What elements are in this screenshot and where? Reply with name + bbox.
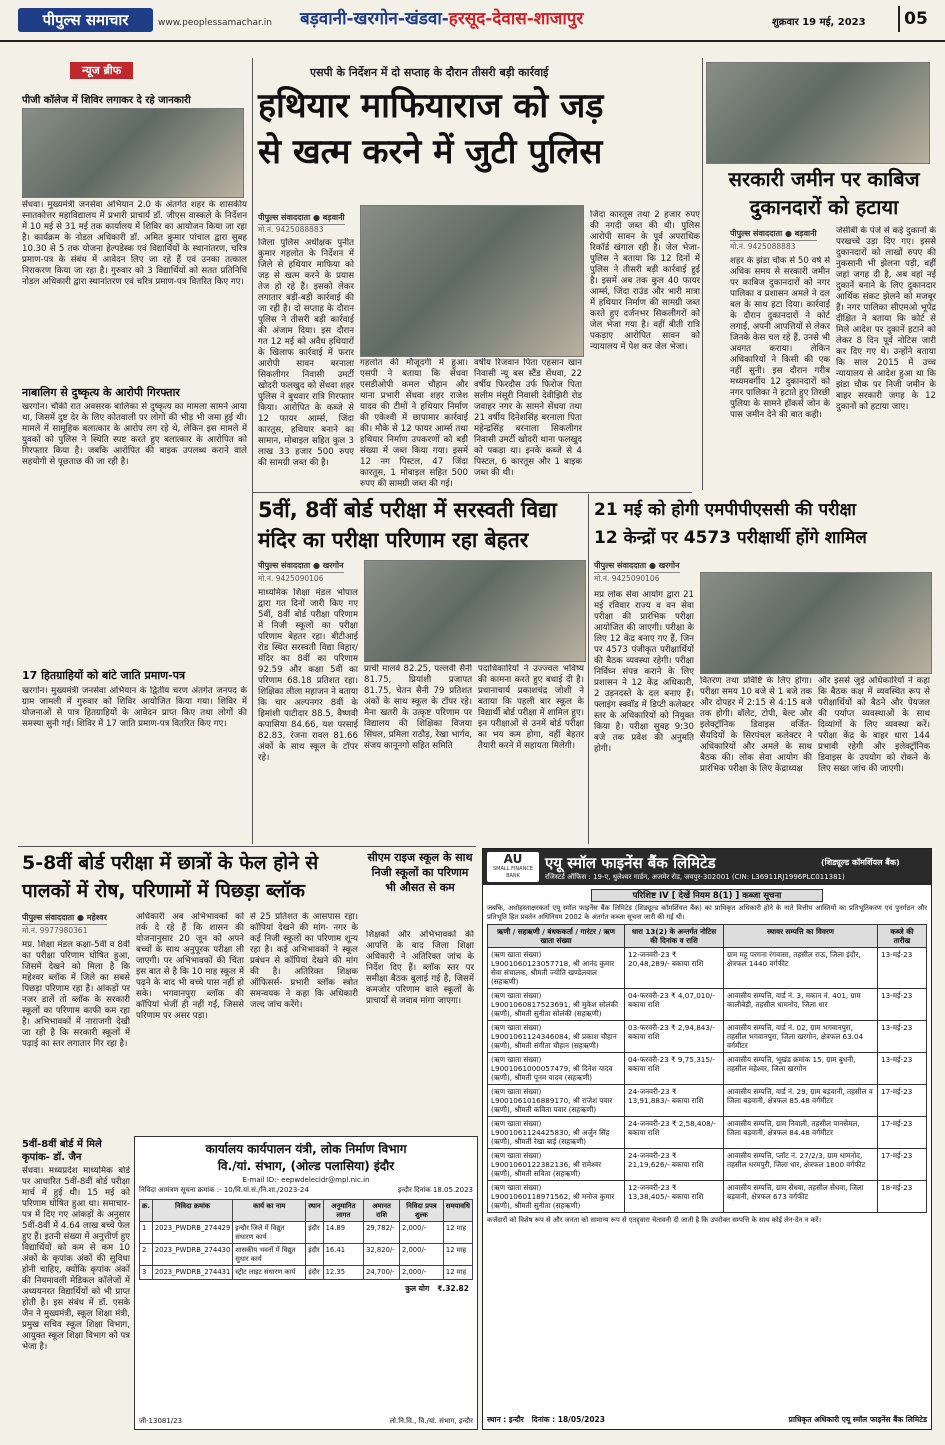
bank-cell: आवासीय सम्पत्ति, ग्राम निवाली, तहसील पानसेमल, जिला बड़वानी, क्षेत्रफल 84.48 वर्गमीटर (724, 1117, 878, 1149)
logo-text: पीपुल्स समाचार (42, 11, 129, 29)
issue-date: शुक्रवार 19 मई, 2023 (772, 17, 866, 28)
bank-cell: 24-जनवरी-23 ₹ 21,19,626/- बकाया राशि (625, 1149, 724, 1181)
divider-fail (18, 846, 476, 847)
tender-header: कार्य का नाम (233, 1200, 306, 1222)
bank-header-cell: ऋणी / सहऋणी / बंधककर्ता / गारंटर / ऋण खाता संख्या (488, 925, 625, 948)
tender-row (140, 1244, 473, 1266)
fail-headline-2: पालकों में रोष, परिणामों में पिछड़ा ब्लॉक (22, 880, 305, 902)
tender-email: E-mail ID:- eepwdelecidr@mpl.nic.in (242, 1176, 370, 1184)
tender-cell: 2,000/- (399, 1222, 443, 1244)
brief-2-title: नाबालिग से दुष्कृत्य के आरोपी गिरफ्तार (22, 386, 180, 399)
bank-place: स्थान : इन्दौर (487, 1415, 524, 1424)
police-seizure-photo (360, 205, 584, 357)
tender-cell: 14.89 (323, 1222, 364, 1244)
tender-notice-number: निविदा आमंत्रण सूचना क्रमांक :- 10/वि.यां.सं./नि.शा./2023-24 (139, 1186, 309, 1194)
bank-row (488, 1149, 927, 1181)
mppsc-byline: पीपुल्स संवाददाता ● खरगोन (594, 560, 680, 573)
bank-cell: आवासीय सम्पत्ति, वार्ड नं. 29, ग्राम बड़वानी, तहसील व जिला बड़वानी, क्षेत्रफल 85.48 वर्गमीटर (724, 1085, 878, 1117)
bank-cell: 13-मई-23 (878, 948, 927, 989)
bank-row (488, 989, 927, 1021)
left-brief-title: 5वीं-8वीं बोर्ड में मिले कृपांक- डॉ. जैन (22, 1139, 102, 1163)
bank-cell: (ऋण खाता संख्या) L9001061016889170, श्री राजेश पवार (ऋणी), श्रीमती कविता पवार (सहऋणी) (488, 1085, 625, 1117)
tender-header: निविदा क्रमांक (152, 1200, 232, 1222)
tender-cell: 1 (140, 1222, 153, 1244)
tender-cell: 24,700/- (364, 1266, 400, 1280)
tender-row (140, 1266, 473, 1280)
meeting-photo (700, 572, 932, 674)
tender-cell: इंदौर (306, 1222, 323, 1244)
tender-title-2: वि./यां. संभाग, (ओल्ड पलासिया) इंदौर (217, 1159, 395, 1173)
bank-header-cell: स्थावर सम्पत्ति का विवरण (724, 925, 878, 948)
fail-column-1: मप्र. शिक्षा मंडल कक्षा-5वीं व 8वीं का परीक्षा परिणाम घोषित हुआ, जिसमें देखने को मिला है कि महेश्वर ब्लॉक में जिले का सबसे पिछड़ा परिणाम रहा है। आंकड़ों पर नजर डालें तो ब्लॉक के सरकारी स्कूलों का परिणाम काफी कम रहा है। अभिभावकों में नाराजगी देखी जा रही है कि सरकारी स्कूलों में पढ़ाई का स्तर लगातार गिर रहा है। (22, 940, 130, 1049)
tender-cell: 2023_PWDRB_274429 (152, 1222, 232, 1244)
tender-cell: 2,000/- (399, 1244, 443, 1266)
bank-cell: (ऋण खाता संख्या) L9001061124346084, श्री प्रकाश चौहान (ऋणी), श्रीमती संगीता चौहान (सहऋणी) (488, 1021, 625, 1053)
site-url[interactable]: www.peoplessamachar.in (158, 18, 272, 28)
bank-cell: 12-जनवरी-23 ₹ 20,48,289/- बकाया राशि (625, 948, 724, 989)
bank-cell: (ऋण खाता संख्या) L9001060122382136, श्री रामेश्वर (ऋणी), श्रीमती सविता (सहऋणी) (488, 1149, 625, 1181)
newspaper-logo[interactable] (18, 8, 153, 32)
tender-cell: इंदौर (306, 1244, 323, 1266)
mppsc-headline-2: 12 केन्द्रों पर 4573 परीक्षार्थी होंगे शामिल (594, 528, 867, 548)
fail-column-4: शिक्षकों और अभिभावकों की आपत्ति के बाद जिला शिक्षा अधिकारी ने अतिरिक्त जांच के निर्देश दिए हैं। ब्लॉक स्तर पर समीक्षा बैठक बुलाई गई है, जिसमें कमजोर परिणाम वाले स्कूलों के प्राचार्यों से जवाब मांगा जाएगा। (366, 930, 474, 1006)
tender-cell: 32,820/- (364, 1244, 400, 1266)
tender-cell: 12.35 (323, 1266, 364, 1280)
bank-cell: आवासीय सम्पत्ति, प्लॉट नं. 27/2/3, ग्राम धामनोद, तहसील धरमपुरी, जिला धार, क्षेत्रफल 1800 वर्गफीट (724, 1149, 878, 1181)
left-brief-body: सेंधवा। मध्यप्रदेश माध्यमिक बोर्ड पर आधारित 5वीं-8वीं बोर्ड परीक्षा मार्च में हुई थी। 15 मई को परिणाम घोषित हुआ था। समाचार-पत्र में दिए गए आंकड़ों के अनुसार 5वीं-8वीं में 4.64 लाख बच्चे फेल हुए हैं। इतनी संख्या में अनुत्तीर्ण हुए विद्यार्थियों को कम से कम 10 अंकों के कृपांक अंकों की सुविधा होनी चाहिए, क्योंकि कृपांक अंकों की नियमावली मेडिकल कॉलेजों में अध्ययनरत विद्यार्थियों को भी प्राप्त होती है। इस संबंध में डॉ. एसके जैन ने मुख्यमंत्री, स्कूल शिक्षा मंत्री, प्रमुख सचिव स्कूल शिक्षा विभाग, आयुक्त स्कूल शिक्षा विभाग को पत्र भेजा है। (22, 1166, 130, 1352)
bank-cell: (ऋण खाता संख्या) L9001061124425830, श्री अर्जुन सिंह (ऋणी), श्रीमती रेखा बाई (सहऋणी) (488, 1117, 625, 1149)
encroach-byline: पीपुल्स संवाददाता ● बड़वानी (730, 228, 817, 241)
bank-cell: 24-जनवरी-23 ₹ 13,91,883/- बकाया राशि (625, 1085, 724, 1117)
tender-header: समयावधि (443, 1200, 472, 1222)
region-title (300, 6, 583, 29)
lead-headline-2: से खत्म करने में जुटी पुलिस (258, 132, 603, 172)
bank-header-cell: कब्जे की तारीख (878, 925, 927, 948)
cmrise-headline: सीएम राइज स्कूल के साथ निजी स्कूलों का परिणाम भी औसत से कम (367, 851, 473, 894)
mppsc-column-1: मप्र लोक सेवा आयोग द्वारा 21 मई रविवार राज्य व वन सेवा परीक्षा की प्रारंभिक परीक्षा आयोजित की जाएगी। परीक्षा के लिए 12 केंद्र बनाए गए हैं, जिन पर 4573 पंजीकृत परीक्षार्थियों की बैठक व्यवस्था रहेगी। परीक्षा निर्विघ्न संपन्न कराने के लिए प्रशासन ने 12 केंद्र अधिकारी, 2 उड़नदस्ते के दल बनाए हैं। फ्लाइंग स्क्वॉड में डिप्टी कलेक्टर स्तर के अधिकारियों को नियुक्त किया है। परीक्षा सुबह 9:30 बजे तक प्रवेश की अनुमति होगी। (594, 590, 694, 754)
bank-cell: आवासीय सम्पत्ति, ग्राम सेंधवा, तहसील सेंधवा, जिला बड़वानी, क्षेत्रफल 673 वर्गफीट (724, 1181, 878, 1213)
bank-row (488, 1085, 927, 1117)
bank-cell: ग्राम महू परगना रंगवासा, तहसील राऊ, जिला इंदौर, क्षेत्रफल 1440 वर्गफीट (724, 948, 878, 989)
fail-mobile: मो.नं. 9977980361 (22, 926, 88, 935)
board-byline: पीपुल्स संवाददाता ● खरगोन (258, 560, 344, 573)
lead-column-2: गहलोत की मौजूदगी में हुआ। एसपी ने बताया कि सेंधवा एसडीओपी कमल चौहान और थाना प्रभारी सेंधवा शहर राजेश यादव की टीमों ने हथियार निर्माण की एकेश्वी में छापामार कार्रवाई की। मौके से 12 फायर आर्म्स तथा हथियार निर्माण उपकरणों को बड़ी संख्या में जब्त किया गया। इसमें 12 नग पिस्टल, 47 जिंदा कारतूस, 1 मोबाइल सहित 500 रुपए की सामग्री जब्त की गई। (360, 358, 468, 488)
bank-cell: 13-मई-23 (878, 989, 927, 1021)
board-mobile: मो.नं. 9425090106 (258, 574, 324, 583)
tender-cell: स्ट्रीट लाइट संधारण कार्य (233, 1266, 306, 1280)
page-number: 05 (898, 6, 932, 32)
mppsc-mobile: मो.नं. 9425090106 (594, 574, 660, 583)
lead-column-4: जिंदा कारतूस तथा 2 हजार रुपए की नगदी जब्त की थी। पुलिस आरोपी सावन के पूर्व अपराधिक रिकॉर्ड खंगाल रही है। जेल भेजा- पुलिस ने बताया कि 12 दिनों में पुलिस ने तीसरी बड़ी कार्रवाई हुई है। इसमें अब तक कुल 40 फायर आर्म्स, जिंदा राउंड और भारी मात्रा में हथियार निर्माण की सामग्री जब्त करते हुए दर्जनभर सिकलीगरों को जेल भेजा गया है। वहीं बीती रात्रि पकड़ाए आरोपित सावन को न्यायालय में पेश कर जेल भेजा। (590, 210, 700, 352)
board-column-1: माध्यमिक शिक्षा मंडल भोपाल द्वारा गत दिनों जारी किए गए 5वीं, 8वीं बोर्ड परीक्षा परिणाम में निजी स्कूलों का परीक्षा परिणाम बेहतर रहा। बीटीआई रोड स्थित सरस्वती विद्या विहार/मंदिर का 8वीं का परिणाम 92.59 और कक्षा 5वीं का परिणाम 68.18 प्रतिशत रहा। शिक्षिका लीला महाजन ने बताया कि चार अल्पनगर 8वीं के हिमांशी पाटीदार 88.5, वैष्णवी कपासिया 84.66, यश परसाई 82.83, रंजना रावल 81.66 अंकों के साथ स्कूल के टॉपर रहे। (258, 588, 358, 763)
board-column-2: प्राची मालवे 82.25, पल्लवी सैनी 81.75, प्रियांशी प्रजापत 81.75, चेतन सैनी 79 प्रतिशत अंकों के साथ स्कूल के टॉपर रहे। मैना खतरी के उत्कृष्ट परिणाम पर विद्यालय की शिक्षिका विजया सिंघल, प्रमिला राठौड़, रेखा भार्गव, संजय कानूनगो सहित समिति (364, 664, 472, 751)
bank-signatory: प्राधिकृत अधिकारी एयू स्मॉल फाइनेंस बैंक लिमिटेड (788, 1415, 927, 1424)
tender-total-label: कुल योग (405, 1283, 430, 1293)
bank-cell: 17-मई-23 (878, 1149, 927, 1181)
bank-cell: 03-फरवरी-23 ₹ 2,94,843/- बकाया राशि (625, 1021, 724, 1053)
students-photo (364, 560, 586, 662)
board-headline-2: मंदिर का परीक्षा परिणाम रहा बेहतर (258, 528, 529, 552)
tender-header: स्थान (306, 1200, 323, 1222)
lead-column-1: जिला पुलिस अधीक्षक पुनीत कुमार गहलोत के निर्देशन में जिले से हथियार माफिया को जड़ से खत्म करने के प्रयास तेज हो रहे हैं। इसको लेकर लगातार बड़ी-बड़ी कार्रवाई की जा रही है। दो सप्ताह के दौरान पुलिस ने तीसरी बड़ी कार्रवाई की अंजाम दिया। इस दौरान गत 12 मई को अवैध हथियारों के खिलाफ कार्रवाई में फरार आरोपी सावन बरनाला सिकलीगर निवासी उमर्टी खोदरी फलखुद को सेंधवा शहर पुलिस ने बुधवार रात्रि गिरफ्तार किया। आरोपित के कब्जे से 12 फायर आर्म्स, जिंदा कारतूस, हथियार बनाने का सामान, मोबाइल सहित कुल 3 लाख 33 हजार 500 रुपए की सामग्री जब्त की है। (258, 238, 354, 468)
bank-footer: कर्जदारों को विशेष रूप से और जनता को सामान्य रूप से एतद्द्वारा चेतावनी दी जाती है कि उपरोक्त सम्पत्ति के साथ कोई लेन-देन न करें। (487, 1216, 822, 1224)
tender-cell: 2,000/- (399, 1266, 443, 1280)
bank-logo-line-2: SMALL FINANCE BANK (493, 866, 533, 879)
bank-cell: (ऋण खाता संख्या) L9001060817523691, श्री मुकेश सोलंकी (ऋणी), श्रीमती सुनीता सोलंकी (सहऋणी) (488, 989, 625, 1021)
tender-date: इन्दौर दिनांक 18.05.2023 (397, 1186, 473, 1194)
bank-table (487, 924, 927, 1213)
bank-title: एयू स्मॉल फाइनेंस बैंक लिमिटेड (545, 854, 716, 872)
encroach-headline-2: दुकानदारों को हटाया (749, 195, 899, 219)
tender-cell: 12 माह (443, 1266, 472, 1280)
encroach-column-1: शहर के झंडा चौक से 50 वर्ष से अधिक समय से सरकारी जमीन पर काबिज दुकानदारों को नगर पालिका व प्रशासन अमले ने दल बल के साथ हटा दिया। कार्रवाई के दौरान दुकानदारों ने कोर्ट लगाई, अपनी आपत्तियों से लेकर जिनके केस चल रहे हैं, उनसे भी अवगत कराया। लेकिन अधिकारियों ने किसी की एक नहीं सुनी। इस दौरान गरीब मध्यमवर्गीय 12 दुकानदारों को नगर पालिका ने हटाते हुए तिरछी पुलिया के सामने हॉकर्स जोन के पास जमीन देने की बात कही। (730, 256, 830, 420)
tender-cell: 12 माह (443, 1222, 472, 1244)
brief-3-title: 17 हितग्राहियों को बांटे जाति प्रमाण-पत्र (22, 669, 186, 682)
brief-3-body: खरगोन। मुख्यमंत्री जनसेवा अभियान के द्वितीय चरण अंतर्गत जनपद के ग्राम जामली में गुरुवार को शिविर आयोजित किया गया। शिविर में योजनाओं से पात्र हितग्राहियों के आवेदन प्राप्त किए तथा लोगों की समस्या सुनी गई। शिविर में 17 जाति प्रमाण-पत्र वितरित किए गए। (22, 686, 247, 729)
tender-cell: शासकीय भवनों में विद्युत सुधार कार्य (233, 1244, 306, 1266)
fail-column-2: अधिकारी अब अभिभावकों को तर्क दे रहे हैं कि शासन की योजनानुसार 20 जून को अपने बच्चों के साथ अनुपूरक परीक्षा ली जाएगी। पर अभिभावकों की चिंता इस बात से है कि 10 माह स्कूल में पढ़ने के बाद भी बच्चे पास नहीं हो सके। भगवानपुरा ब्लॉक की कॉपियां भेजीं ही नहीं गईं, जिससे परिणाम पर असर पड़ा। (136, 912, 244, 1021)
lead-column-3: वर्षीय रिजवान पिता एहसान खान निवासी न्यू बस स्टैंड सेंधवा, 22 वर्षीय फिरदौस उर्फ फिरोज पिता सलीम मंसूरी निवासी देवीझिरी रोड जवाहर नगर के सामने सेंधवा तथा 21 वर्षीय दिनेशसिंह बरनाला पिता महेन्द्रसिंह बरनाला सिकलीगर निवासी उमर्टी खोदरी थाना फलखुद को पकड़ा था। इनके कब्जे से 4 पिस्टल, 6 कारतूस और 1 बाइक जब्त की थी। (474, 358, 582, 478)
bank-address: रजिस्टर्ड ऑफिस : 19-ए, धुलेश्वर गार्डन, अजमेर रोड, जयपुर-302001 (CIN: L36911RJ1996PLC011381) (545, 873, 845, 881)
tender-cell: 12 माह (443, 1244, 472, 1266)
bank-cell: 17-मई-23 (878, 1117, 927, 1149)
mppsc-headline-1: 21 मई को होगी एमपीपीएससी की परीक्षा (594, 500, 857, 520)
bank-logo-line-1: AU (503, 852, 523, 866)
brief-1-title: पीजी कॉलेज में शिविर लगाकर दे रहे जानकारी (22, 95, 191, 106)
tender-cell: इंदौर (306, 1266, 323, 1280)
brief-2-body: खरगोन। चौकी रात अवसरक बालिका से दुष्कृत्य का मामला सामने आया था, जिसमें दुष्ट देर के लिए कोतवाली पर लोगों की भीड़ भी जमा हुई थी। मामले में सामूहिक बलात्कार के आरोप लग रहे थे, लेकिन इस मामले में युवकों को पुलिस ने स्थिति स्पष्ट करते हुए बलात्कार के आरोपित को गिरफ्तार किया है। जबकि आरोपित की बाइक उपलब्ध कराने वाले सहयोगी से पूछताछ की जा रही है। (22, 402, 247, 467)
region-names: बड़वानी-खरगोन-खंडवा- (300, 9, 449, 29)
masthead (0, 0, 945, 42)
bank-cell: (ऋण खाता संख्या) L9001061000057479, श्री दिनेश यादव (ऋणी), श्रीमती पूनम यादव (सहऋणी) (488, 1053, 625, 1085)
bank-cell: (ऋण खाता संख्या) L9001060123057718, श्री आनंद कुमार सेवा संचालक, श्रीमती ज्योति खण्डेलवाल (सहऋणी) (488, 948, 625, 989)
bank-header (483, 849, 931, 885)
encroach-column-2: जेसीबी के पंजे से कई दुकानों के परखच्चे उड़ा दिए गए। इससे दुकानदारों को लाखों रुपए की नुकसानी भी झेलना पड़ी, वहीं जहां जगह दी है, अब वहां नई दुकानें बनाने के लिए दुकानदार आर्थिक संकट झेलने को मजबूर हैं। नगर पालिका सीएमओ भूपेंद्र दीक्षित ने बताया कि कोर्ट से मिले आदेश पर दुकानें हटाने को लेकर 8 दिन पूर्व नोटिस जारी कर दिए गए थे। उन्होंने बताया कि साल 2015 में उच्च न्यायालय से आदेश हुआ था कि झंडा चौक पर निजी जमीन के बाहर सरकारी जगह के 12 दुकानों को हटाया जाए। (836, 226, 936, 412)
encroach-headline-1: सरकारी जमीन पर काबिज (728, 167, 920, 191)
divider-board (252, 492, 692, 493)
tender-cell: 3 (140, 1266, 153, 1280)
bank-cell: 18-मई-23 (878, 1181, 927, 1213)
tender-cell: इन्दौर जिले में विद्युत संधारण कार्य (233, 1222, 306, 1244)
tender-cell: 2023_PWDRB_274431 (152, 1266, 232, 1280)
board-headline-1: 5वीं, 8वीं बोर्ड परीक्षा में सरस्वती विद्या (258, 498, 557, 522)
bank-cell: 24-जनवरी-23 ₹ 2,58,408/- बकाया राशि (625, 1117, 724, 1149)
tender-header: निविदा प्रपत्र शुल्क (399, 1200, 443, 1222)
bank-row (488, 1021, 927, 1053)
tender-footer-right: लो.नि.वि., वि./यां. संभाग, इन्दौर (389, 1417, 473, 1425)
bank-cell: 04-फरवरी-23 ₹ 9,75,315/- बकाया राशि (625, 1053, 724, 1085)
tender-total: ₹.32.82 (437, 1283, 469, 1293)
tender-cell: 2 (140, 1244, 153, 1266)
column-rule (588, 494, 589, 844)
tender-footer-left: जी-13081/23 (139, 1417, 183, 1425)
tender-table (139, 1199, 473, 1280)
bank-date: दिनांक : 18/05/2023 (531, 1415, 605, 1424)
college-camp-photo (22, 108, 244, 198)
brief-1-body: सेंधवा। मुख्यमंत्री जनसेवा अभियान 2.0 के अंतर्गत शहर के शासकीय स्नातकोत्तर महाविद्यालय में प्रभारी प्राचार्य डॉ. जीएस वास्कले के निर्देशन में 10 मई से 31 मई तक कार्यालय में शिविर का आयोजन किया जा रहा है। कार्यक्रम के नोडल अधिकारी डॉ. अमित कुमार पांचाल द्वारा सुबह 10.30 से 5 तक योजना हेल्पडेस्क एवं विद्यार्थियों के स्थानांतरण, चरित्र प्रमाण-पत्र के संबंध में आवेदन लिए जा रहे हैं एवं उनका तत्काल निराकरण किया जा रहा है। गुरुवार को 3 विद्यार्थियों को सतत प्रतिनिधि नोडल अधिकारी द्वारा स्थानांतरण एवं चरित्र प्रमाण-पत्र वितरित किए गए। (22, 200, 247, 287)
news-brief-tag: न्यूज ब्रीफ (70, 62, 133, 79)
fail-column-3: से 25 प्रतिशत के आसपास रहा। कॉपियां देखने की मांग- नगर के कई निजी स्कूलों का परिणाम शून्य रहा है। कई अभिभावकों ने स्कूल प्रबंधन से कॉपियां देखने की मांग की है। अतिरिक्त शिक्षक ऑफिसर्स- प्रभारी ब्लॉक स्त्रोत समन्वयक ने कहा कि अधिकारी जल्द जांच करेंगे। (250, 912, 358, 1010)
bank-title-sub: (शिड्यूल्ड कॉमर्शियल बैंक) (821, 858, 900, 867)
bank-logo[interactable] (487, 852, 539, 882)
bank-header-cell: धारा 13(2) के अन्तर्गत नोटिस की दिनांक व राशि (625, 925, 724, 948)
mppsc-column-2: वितरण तथा प्रविष्टि के लिए होगा। परीक्षा समय 10 बजे से 1 बजे तक और दोपहर में 2:15 से 4:15 बजे तक होगी। वॉलेट, टोपी, बेल्ट और इलेक्ट्रॉनिक डिवाइस वर्जित- सैयदियों के सिरपंचल कलेक्टर ने अधिकारियों और अमले के साथ बैठक की। लोक सेवा आयोग की प्रारंभिक परीक्षा के लिए केंद्राध्यक्ष (700, 676, 812, 774)
bank-cell: आवासीय सम्पत्ति, वार्ड नं. 02, ग्राम भगवानपुरा, तहसील भगवानपुरा, जिला खरगोन, क्षेत्रफल 63.04 वर्गमीटर (724, 1021, 878, 1053)
column-rule (702, 58, 703, 490)
region-names-highlight: हरसूद-देवास-शाजापुर (448, 9, 584, 29)
tender-header: अमानत राशि (364, 1200, 400, 1222)
tender-header: क्र. (140, 1200, 153, 1222)
bank-notice-tag: परिशिष्ट IV [ देखें नियम 8(1) ] कब्जा सूचना (591, 889, 823, 902)
fail-headline-1: 5-8वीं बोर्ड परीक्षा में छात्रों के फेल होने से (22, 852, 319, 874)
tender-notice (134, 1136, 478, 1430)
bank-row (488, 1117, 927, 1149)
bank-cell: (ऋण खाता संख्या) L9001060118971562, श्री मनोज कुमार (ऋणी), श्रीमती सुनीता (सहऋणी) (488, 1181, 625, 1213)
market-street-photo (706, 62, 930, 164)
column-rule (252, 58, 253, 844)
mppsc-column-3: और इससे जुड़े अधिकारियों ने कहा कि बैठक कक्ष में व्यवस्थित रूप से परीक्षार्थियों को बैठने और पेयजल की पर्याप्त व्यवस्थाओं के साथ दिव्यांगों के लिए व्यवस्था करें। परीक्षा केंद्र के बाहर धारा 144 प्रभावी रहेगी और इलेक्ट्रॉनिक डिवाइस के उपयोग को रोकने के लिए सख्त जांच की जाएगी। (818, 676, 930, 774)
bank-cell: 13-मई-23 (878, 1021, 927, 1053)
bank-cell: 13-मई-23 (878, 1053, 927, 1085)
bank-cell: आवासीय सम्पत्ति, वार्ड नं. 3, मकान नं. 401, ग्राम कालीबेड़ी, तहसील धामनोद, जिला धार (724, 989, 878, 1021)
tender-row (140, 1222, 473, 1244)
tender-cell: 2023_PWDRB_274430 (152, 1244, 232, 1266)
bank-row (488, 948, 927, 989)
lead-byline: पीपुल्स संवाददाता ● बड़वानी (258, 212, 345, 225)
board-column-3: पदाधिकारियों ने उज्ज्वल भविष्य की कामना करते हुए बधाई दी है। प्रधानाचार्य प्रकाशचंद्र जोशी ने बताया कि पहली बार स्कूल के विद्यार्थी बोर्ड परीक्षा में शामिल हुए। इन परीक्षाओं से उनमें बोर्ड परीक्षा का भय कम होगा, वहीं बेहतर तैयारी करने में सहायता मिलेगी। (478, 664, 584, 751)
bank-cell: 04-फरवरी-23 ₹ 4,07,010/- बकाया राशि (625, 989, 724, 1021)
bank-cell: आवासीय सम्पत्ति, भूखंड क्रमांक 15, ग्राम बुधनी, तहसील महेश्वर, जिला खरगोन (724, 1053, 878, 1085)
tender-title-1: कार्यालय कार्यपालन यंत्री, लोक निर्माण विभाग (205, 1142, 407, 1156)
lead-mobile: मो.नं. 9425088883 (258, 225, 324, 234)
bank-cell: 17-मई-23 (878, 1085, 927, 1117)
lead-kicker: एसपी के निर्देशन में दो सप्ताह के दौरान तीसरी बड़ी कार्रवाई (310, 66, 549, 79)
bank-cell: 12-जनवरी-23 ₹ 13,38,405/- बकाया राशि (625, 1181, 724, 1213)
tender-cell: 16.41 (323, 1244, 364, 1266)
fail-byline: पीपुल्स संवाददाता ● महेश्वर (22, 912, 107, 925)
tender-cell: 29,782/- (364, 1222, 400, 1244)
tender-header: अनुमानित लागत (323, 1200, 364, 1222)
lead-headline-1: हथियार माफियाराज को जड़ (258, 86, 604, 126)
bank-intro: जबकि, अधोहस्ताक्षरकर्ता एयू स्मॉल फाइनेंस बैंक लिमिटेड (शिड्यूल्ड कॉमर्शियल बैंक) का प्राधिकृत अधिकारी होने के नाते वित्तीय आस्तियों का प्रतिभूतिकरण एवं पुनर्गठन और प्रतिभूति हित प्रवर्तन अधिनियम 2002 के अंतर्गत कब्जा सूचना जारी की गई थी। (487, 904, 927, 921)
bank-row (488, 1181, 927, 1213)
bank-row (488, 1053, 927, 1085)
encroach-mobile: मो.नं. 9425088883 (730, 242, 796, 251)
bank-notice (482, 848, 932, 1430)
